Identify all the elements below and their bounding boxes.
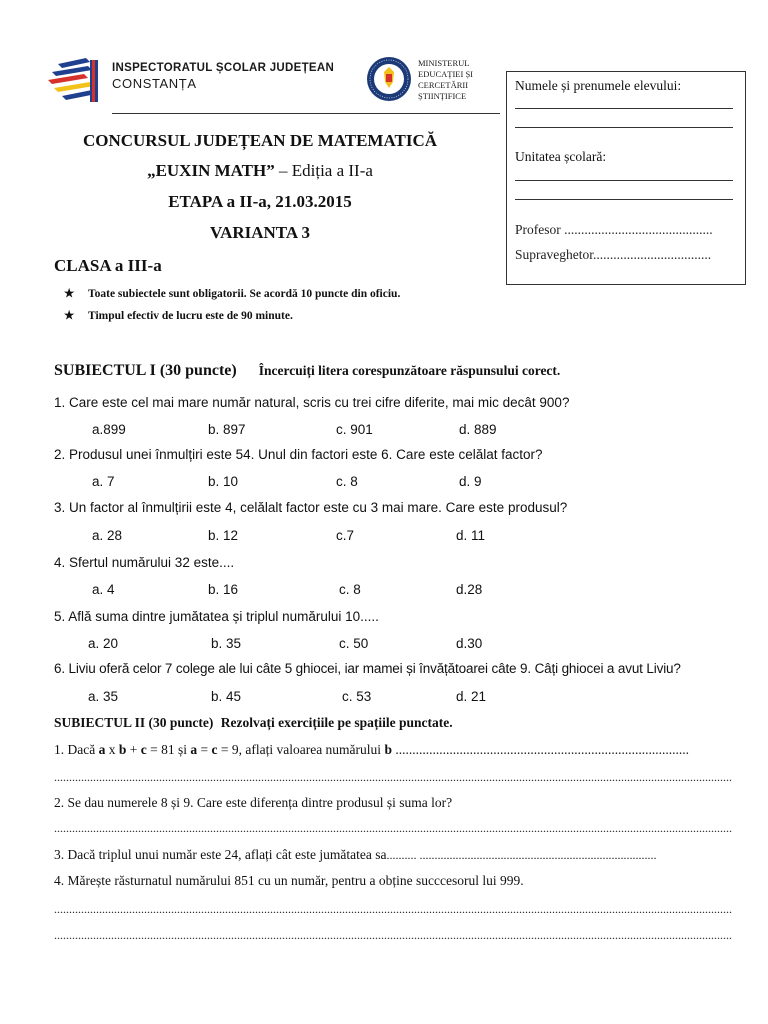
- text-fragment: x: [105, 742, 119, 757]
- question-text: 1. Care este cel mai mare număr natural, scris cu trei cifre diferite, mai mic decât 900?: [54, 395, 570, 410]
- government-seal-label: [366, 56, 367, 57]
- variable-c: c: [140, 742, 147, 757]
- exercise-text: [54, 742, 714, 758]
- inspectorate-logo-graphic: [48, 52, 104, 108]
- inspectorate-logo: [48, 52, 104, 108]
- subject1-heading: SUBIECTUL I (30 puncte): [54, 362, 237, 379]
- subject2-header: [54, 715, 453, 731]
- teacher-field[interactable]: [515, 222, 737, 238]
- variable-b: b: [384, 742, 392, 757]
- rule-text: Timpul efectiv de lucru este de 90 minute.: [88, 310, 293, 322]
- answer-option[interactable]: a.899: [92, 422, 126, 437]
- answer-option[interactable]: d. 11: [456, 528, 486, 543]
- answer-option[interactable]: c. 8: [339, 582, 361, 597]
- inspectorate-county: CONSTANȚA: [112, 76, 197, 91]
- header-divider: [112, 113, 500, 114]
- answer-option[interactable]: d. 9: [459, 474, 482, 489]
- supervisor-label: Supraveghetor: [515, 247, 593, 262]
- teacher-dots: ............................................: [564, 222, 713, 237]
- ministry-name: [418, 58, 473, 102]
- variable-b: b: [118, 742, 127, 757]
- answer-option[interactable]: b. 12: [208, 528, 239, 543]
- subject2-instruction: Rezolvați exercițiile pe spațiile punctate.: [220, 715, 453, 730]
- subject1-instruction: Încercuiți litera corespunzătoare răspunsului corect.: [258, 363, 561, 378]
- answer-option[interactable]: a. 28: [92, 528, 123, 543]
- question-text: 3. Un factor al înmulțirii este 4, celălalt factor este cu 3 mai mare. Care este produsul?: [54, 500, 568, 515]
- answer-option[interactable]: c. 901: [336, 422, 373, 437]
- school-line[interactable]: [515, 199, 733, 200]
- rule-item: [64, 286, 400, 300]
- star-bullet-icon: ★: [64, 288, 75, 300]
- answer-option[interactable]: c.7: [336, 528, 355, 543]
- answer-option[interactable]: a. 4: [92, 582, 115, 597]
- question-text: 6. Liviu oferă celor 7 colege ale lui câte 5 ghiocei, iar mamei și învățătoarei câte 9. Câți ghiocei a avut Liviu?: [54, 661, 681, 676]
- answer-option[interactable]: b. 897: [208, 422, 246, 437]
- exercise-text: [54, 847, 714, 863]
- edition-label: – Ediția a II-a: [274, 161, 373, 180]
- answer-option[interactable]: b. 10: [208, 474, 239, 489]
- ministry-line: MINISTERUL: [418, 58, 470, 68]
- contest-title: CONCURSUL JUDEȚEAN DE MATEMATICĂ: [82, 131, 438, 150]
- answer-option[interactable]: c. 8: [336, 474, 358, 489]
- student-name-line[interactable]: [515, 108, 733, 109]
- exercise-3-text: 3. Dacă triplul unui număr este 24, aflați cât este jumătatea sa: [54, 847, 387, 862]
- star-bullet-icon: ★: [64, 310, 75, 322]
- school-line[interactable]: [515, 180, 733, 181]
- text-fragment: +: [126, 742, 141, 757]
- supervisor-dots: ...................................: [592, 247, 712, 262]
- answer-option[interactable]: d.30: [456, 636, 483, 651]
- answer-option[interactable]: a. 35: [88, 689, 119, 704]
- text-fragment: = 9, aflați valoarea numărului: [217, 742, 385, 757]
- variable-c: c: [211, 742, 218, 757]
- answer-option[interactable]: b. 16: [208, 582, 239, 597]
- exercise-text: 2. Se dau numerele 8 și 9. Care este diferența dintre produsul și suma lor?: [54, 795, 453, 810]
- answer-line[interactable]: ..................................................................................................................................................................................................................................: [54, 928, 732, 942]
- government-seal-icon: [366, 56, 412, 102]
- text-fragment: =: [197, 742, 212, 757]
- school-label: Unitatea școlară:: [515, 149, 607, 164]
- student-info-box: [506, 71, 746, 285]
- class-label: CLASA a III-a: [54, 256, 162, 275]
- rule-item: [64, 308, 293, 322]
- ministry-line: CERCETĂRII: [418, 80, 469, 90]
- government-seal: [366, 56, 412, 102]
- answer-dots[interactable]: .......................................................................................: [391, 742, 689, 757]
- exercise-text: 4. Mărește răsturnatul numărului 851 cu un număr, pentru a obține succcesorul lui 999.: [54, 873, 524, 888]
- variable-a: a: [98, 742, 106, 757]
- answer-option[interactable]: c. 50: [339, 636, 369, 651]
- answer-option[interactable]: d. 21: [456, 689, 487, 704]
- answer-option[interactable]: b. 45: [211, 689, 242, 704]
- answer-option[interactable]: d. 889: [459, 422, 497, 437]
- question-text: 5. Află suma dintre jumătatea și triplul numărului 10.....: [54, 609, 379, 624]
- answer-line[interactable]: ..................................................................................................................................................................................................................................: [54, 821, 732, 835]
- answer-dots[interactable]: .......... ...............................................................................: [386, 848, 657, 862]
- answer-option[interactable]: d.28: [456, 582, 483, 597]
- student-name-label: Numele și prenumele elevului:: [515, 78, 682, 93]
- answer-option[interactable]: a. 20: [88, 636, 119, 651]
- inspectorate-name: INSPECTORATUL ȘCOLAR JUDEȚEAN: [112, 62, 335, 74]
- contest-edition: [40, 161, 480, 181]
- student-name-line[interactable]: [515, 127, 733, 128]
- rule-text: Toate subiectele sunt obligatorii. Se acordă 10 puncte din oficiu.: [88, 288, 401, 300]
- teacher-label: Profesor: [515, 222, 561, 237]
- question-text: 2. Produsul unei înmulțiri este 54. Unul din factori este 6. Care este celălat factor?: [54, 447, 543, 462]
- answer-option[interactable]: b. 35: [211, 636, 242, 651]
- variable-a: a: [190, 742, 198, 757]
- ministry-line: EDUCAȚIEI ȘI: [418, 69, 474, 79]
- contest-name: „EUXIN MATH”: [147, 161, 275, 180]
- contest-variant: VARIANTA 3: [210, 223, 310, 242]
- subject1-header: [54, 362, 560, 380]
- answer-option[interactable]: c. 53: [342, 689, 372, 704]
- answer-line[interactable]: ..................................................................................................................................................................................................................................: [54, 770, 732, 784]
- answer-option[interactable]: a. 7: [92, 474, 115, 489]
- subject2-heading: SUBIECTUL II (30 puncte): [54, 715, 214, 730]
- contest-stage: ETAPA a II-a, 21.03.2015: [168, 192, 352, 211]
- text-fragment: = 81 și: [146, 742, 191, 757]
- question-text: 4. Sfertul numărului 32 este....: [54, 555, 235, 570]
- ministry-line: ȘTIINȚIFICE: [418, 91, 467, 101]
- answer-line[interactable]: ..................................................................................................................................................................................................................................: [54, 902, 732, 916]
- supervisor-field[interactable]: [515, 247, 737, 263]
- text-fragment: 1. Dacă: [54, 742, 99, 757]
